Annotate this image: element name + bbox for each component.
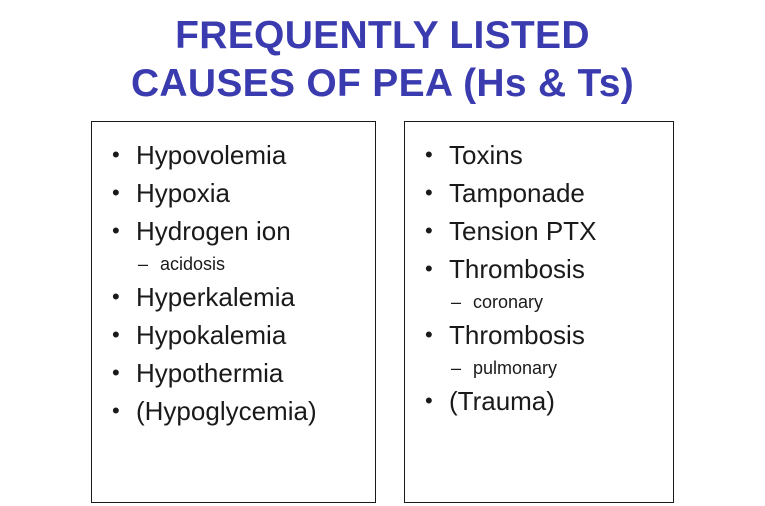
list-item: • (Trauma) [419,382,663,420]
ts-list [419,136,663,420]
list-item: • Thrombosis [419,316,663,354]
list-item: • Toxins [419,136,663,174]
list-item: • Thrombosis [419,250,663,288]
list-subitem: – pulmonary [419,354,663,382]
list-item: • Hypothermia [106,354,365,392]
hs-list-box [91,121,376,503]
list-item: • Tamponade [419,174,663,212]
list-subitem: – coronary [419,288,663,316]
hs-list [106,136,365,430]
content-columns [0,121,765,503]
list-item: • (Hypoglycemia) [106,392,365,430]
title-line-1: FREQUENTLY LISTED [175,14,590,57]
list-item: • Hypoxia [106,174,365,212]
list-item: • Hypokalemia [106,316,365,354]
list-item: • Tension PTX [419,212,663,250]
title-line-2: CAUSES OF PEA (Hs & Ts) [130,62,635,105]
list-subitem: – acidosis [106,250,365,278]
list-item: • Hypovolemia [106,136,365,174]
list-item: • Hydrogen ion [106,212,365,250]
ts-list-box [404,121,674,503]
page-title [0,0,765,108]
list-item: • Hyperkalemia [106,278,365,316]
